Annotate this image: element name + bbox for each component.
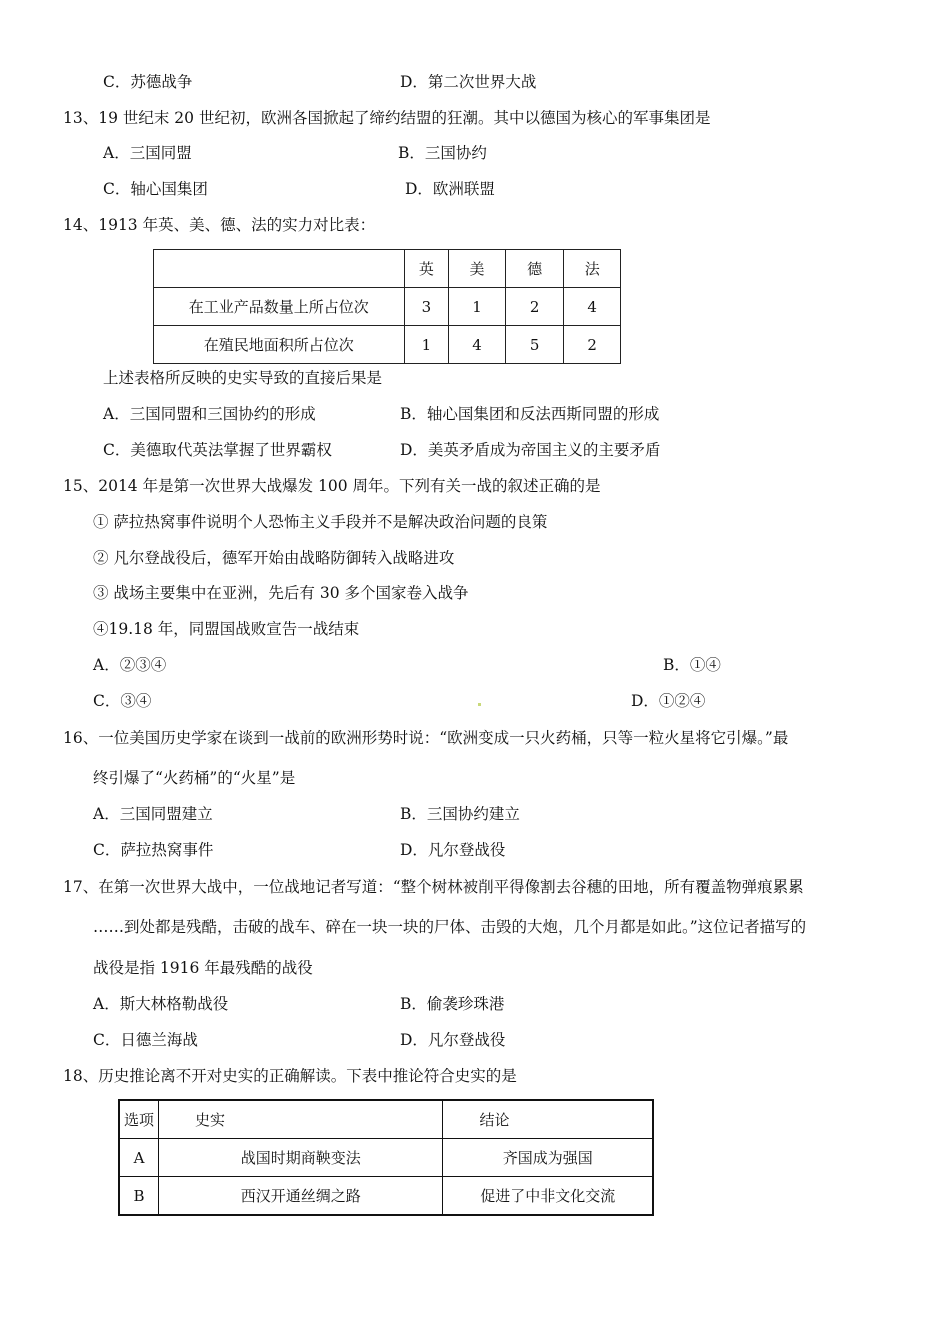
table-row bbox=[119, 1177, 653, 1216]
q15-stem: 15、2014 年是第一次世界大战爆发 100 周年。下列有关一战的叙述正确的是 bbox=[63, 477, 601, 495]
table-cell: 在殖民地面积所占位次 bbox=[154, 326, 405, 364]
table-cell: 结论 bbox=[443, 1100, 653, 1139]
table-row bbox=[119, 1100, 653, 1139]
q13-option-b: B．三国协约 bbox=[398, 144, 487, 162]
table-cell: 1 bbox=[449, 288, 506, 326]
q17-option-b: B．偷袭珍珠港 bbox=[400, 995, 505, 1013]
q13-stem: 13、19 世纪末 20 世纪初，欧洲各国掀起了缔约结盟的狂潮。其中以德国为核心的军事集团是 bbox=[63, 109, 711, 127]
q16-stem-line-2: 终引爆了“火药桶”的“火星”是 bbox=[93, 769, 296, 787]
table-row bbox=[154, 250, 621, 288]
table-cell: 法 bbox=[564, 250, 621, 288]
q14-option-a: A．三国同盟和三国协约的形成 bbox=[103, 405, 316, 423]
table-cell: 2 bbox=[564, 326, 621, 364]
table-cell: 美 bbox=[449, 250, 506, 288]
table-cell: 促进了中非文化交流 bbox=[443, 1177, 653, 1216]
q12-option-c: C．苏德战争 bbox=[103, 73, 193, 91]
q17-option-c: C．日德兰海战 bbox=[93, 1031, 198, 1049]
q16-option-b: B．三国协约建立 bbox=[400, 805, 520, 823]
q13-option-c: C．轴心国集团 bbox=[103, 180, 208, 198]
table-cell: 战国时期商鞅变法 bbox=[158, 1139, 442, 1177]
q16-stem-line-1: 16、一位美国历史学家在谈到一战前的欧洲形势时说：“欧洲变成一只火药桶，只等一粒火星将它引爆。”最 bbox=[63, 729, 789, 747]
q15-statement-2: ② 凡尔登战役后，德军开始由战略防御转入战略进攻 bbox=[93, 549, 455, 567]
q14-stem: 14、1913 年英、美、德、法的实力对比表： bbox=[63, 216, 376, 234]
q15-statement-1: ① 萨拉热窝事件说明个人恐怖主义手段并不是解决政治问题的良策 bbox=[93, 513, 548, 531]
table-cell: 5 bbox=[505, 326, 564, 364]
q17-option-a: A．斯大林格勒战役 bbox=[93, 995, 229, 1013]
q17-stem-line-2: ……到处都是残酷，击破的战车、碎在一块一块的尸体、击毁的大炮，几个月都是如此。”这位记者描写的 bbox=[93, 918, 807, 936]
table-cell: 史实 bbox=[158, 1100, 442, 1139]
q16-option-c: C．萨拉热窝事件 bbox=[93, 841, 214, 859]
stray-dot bbox=[478, 703, 481, 706]
table-cell bbox=[154, 250, 405, 288]
q14-option-d: D．美英矛盾成为帝国主义的主要矛盾 bbox=[400, 441, 661, 459]
table-cell: 齐国成为强国 bbox=[443, 1139, 653, 1177]
table-cell: 英 bbox=[404, 250, 449, 288]
q18-table bbox=[118, 1099, 654, 1216]
q15-option-a: A．②③④ bbox=[93, 656, 167, 674]
table-cell: 选项 bbox=[119, 1100, 158, 1139]
q13-option-d: D．欧洲联盟 bbox=[405, 180, 495, 198]
table-cell: 德 bbox=[505, 250, 564, 288]
q17-stem-line-1: 17、在第一次世界大战中，一位战地记者写道：“整个树林被削平得像割去谷穗的田地，所有覆盖物弹痕累累 bbox=[63, 878, 804, 896]
table-row bbox=[154, 326, 621, 364]
q18-stem: 18、历史推论离不开对史实的正确解读。下表中推论符合史实的是 bbox=[63, 1067, 517, 1085]
q14-option-c: C．美德取代英法掌握了世界霸权 bbox=[103, 441, 332, 459]
q14-table bbox=[153, 249, 621, 364]
q15-statement-3: ③ 战场主要集中在亚洲，先后有 30 多个国家卷入战争 bbox=[93, 584, 469, 602]
q15-option-d: D．①②④ bbox=[631, 692, 706, 710]
table-cell: 4 bbox=[564, 288, 621, 326]
table-cell: 2 bbox=[505, 288, 564, 326]
table-row bbox=[119, 1139, 653, 1177]
q12-option-d: D．第二次世界大战 bbox=[400, 73, 537, 91]
q14-follow: 上述表格所反映的史实导致的直接后果是 bbox=[103, 369, 383, 387]
q15-option-b: B．①④ bbox=[663, 656, 721, 674]
table-cell: 1 bbox=[404, 326, 449, 364]
q17-stem-line-3: 战役是指 1916 年最残酷的战役 bbox=[93, 959, 313, 977]
table-cell: 西汉开通丝绸之路 bbox=[158, 1177, 442, 1216]
q13-option-a: A．三国同盟 bbox=[103, 144, 192, 162]
table-cell: A bbox=[119, 1139, 158, 1177]
q15-option-c: C．③④ bbox=[93, 692, 152, 710]
q17-option-d: D．凡尔登战役 bbox=[400, 1031, 506, 1049]
q16-option-d: D．凡尔登战役 bbox=[400, 841, 506, 859]
table-cell: 4 bbox=[449, 326, 506, 364]
q16-option-a: A．三国同盟建立 bbox=[93, 805, 213, 823]
table-cell: 在工业产品数量上所占位次 bbox=[154, 288, 405, 326]
q14-option-b: B．轴心国集团和反法西斯同盟的形成 bbox=[400, 405, 660, 423]
table-cell: 3 bbox=[404, 288, 449, 326]
table-cell: B bbox=[119, 1177, 158, 1216]
table-row bbox=[154, 288, 621, 326]
q15-statement-4: ④19.18 年，同盟国战败宣告一战结束 bbox=[93, 620, 360, 638]
